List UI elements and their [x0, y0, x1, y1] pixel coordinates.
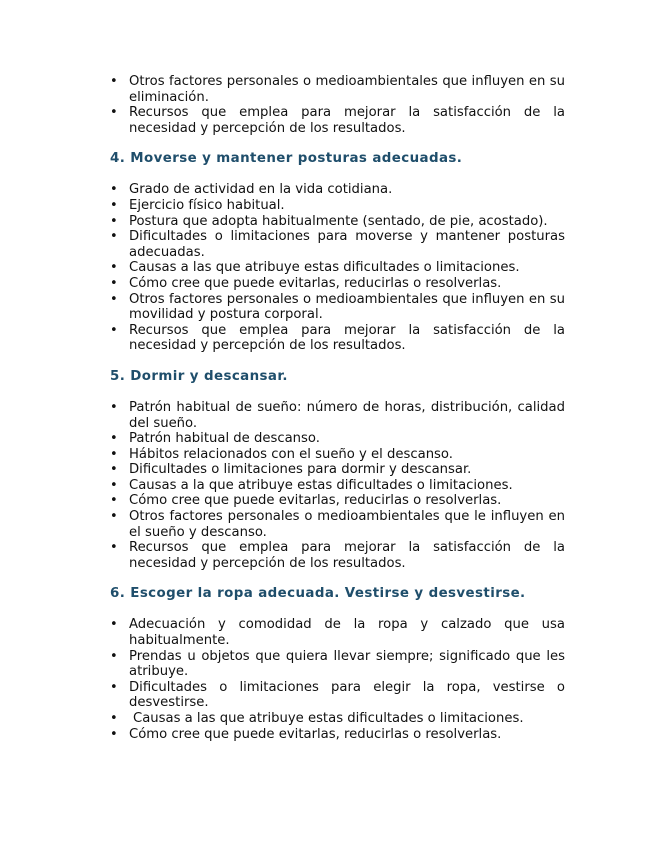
- list-item: • Cómo cree que puede evitarlas, reducirlas o resolverlas.: [110, 493, 565, 509]
- list-item: • Recursos que emplea para mejorar la satisfacción de la necesidad y percepción de los resultados.: [110, 323, 565, 354]
- list-item: • Recursos que emplea para mejorar la satisfacción de la necesidad y percepción de los resultados.: [110, 540, 565, 571]
- list-item: • Prendas u objetos que quiera llevar siempre; significado que les atribuye.: [110, 649, 565, 680]
- list-item: • Grado de actividad en la vida cotidiana.: [110, 182, 565, 198]
- list-item: • Hábitos relacionados con el sueño y el descanso.: [110, 447, 565, 463]
- list-item: • Causas a la que atribuye estas dificultades o limitaciones.: [110, 478, 565, 494]
- list-item: • Adecuación y comodidad de la ropa y calzado que usa habitualmente.: [110, 617, 565, 648]
- list-item: • Postura que adopta habitualmente (sentado, de pie, acostado).: [110, 214, 565, 230]
- list-item: • Cómo cree que puede evitarlas, reducirlas o resolverlas.: [110, 727, 565, 743]
- list-item: • Patrón habitual de sueño: número de horas, distribución, calidad del sueño.: [110, 400, 565, 431]
- list-item: • Causas a las que atribuye estas dificultades o limitaciones.: [110, 711, 565, 727]
- list-item: • Cómo cree que puede evitarlas, reducirlas o resolverlas.: [110, 276, 565, 292]
- section-5-bullet-list: [110, 400, 565, 572]
- list-item: • Dificultades o limitaciones para elegir la ropa, vestirse o desvestirse.: [110, 680, 565, 711]
- intro-bullet-list: [110, 74, 565, 136]
- list-item: • Recursos que emplea para mejorar la satisfacción de la necesidad y percepción de los resultados.: [110, 105, 565, 136]
- list-item: • Otros factores personales o medioambientales que le influyen en el sueño y descanso.: [110, 509, 565, 540]
- list-item: • Causas a las que atribuye estas dificultades o limitaciones.: [110, 260, 565, 276]
- section-heading-ropa: 6. Escoger la ropa adecuada. Vestirse y desvestirse.: [110, 586, 526, 602]
- list-item: • Dificultades o limitaciones para moverse y mantener posturas adecuadas.: [110, 229, 565, 260]
- section-heading-dormir: 5. Dormir y descansar.: [110, 368, 288, 384]
- list-item: • Otros factores personales o medioambientales que influyen en su eliminación.: [110, 74, 565, 105]
- section-heading-moverse: 4. Moverse y mantener posturas adecuadas.: [110, 151, 463, 167]
- list-item: • Ejercicio físico habitual.: [110, 198, 565, 214]
- list-item: • Dificultades o limitaciones para dormir y descansar.: [110, 462, 565, 478]
- section-6-bullet-list: [110, 617, 565, 742]
- section-4-bullet-list: [110, 182, 565, 354]
- list-item: • Patrón habitual de descanso.: [110, 431, 565, 447]
- list-item: • Otros factores personales o medioambientales que influyen en su movilidad y postura corporal.: [110, 292, 565, 323]
- document-content: [110, 74, 565, 742]
